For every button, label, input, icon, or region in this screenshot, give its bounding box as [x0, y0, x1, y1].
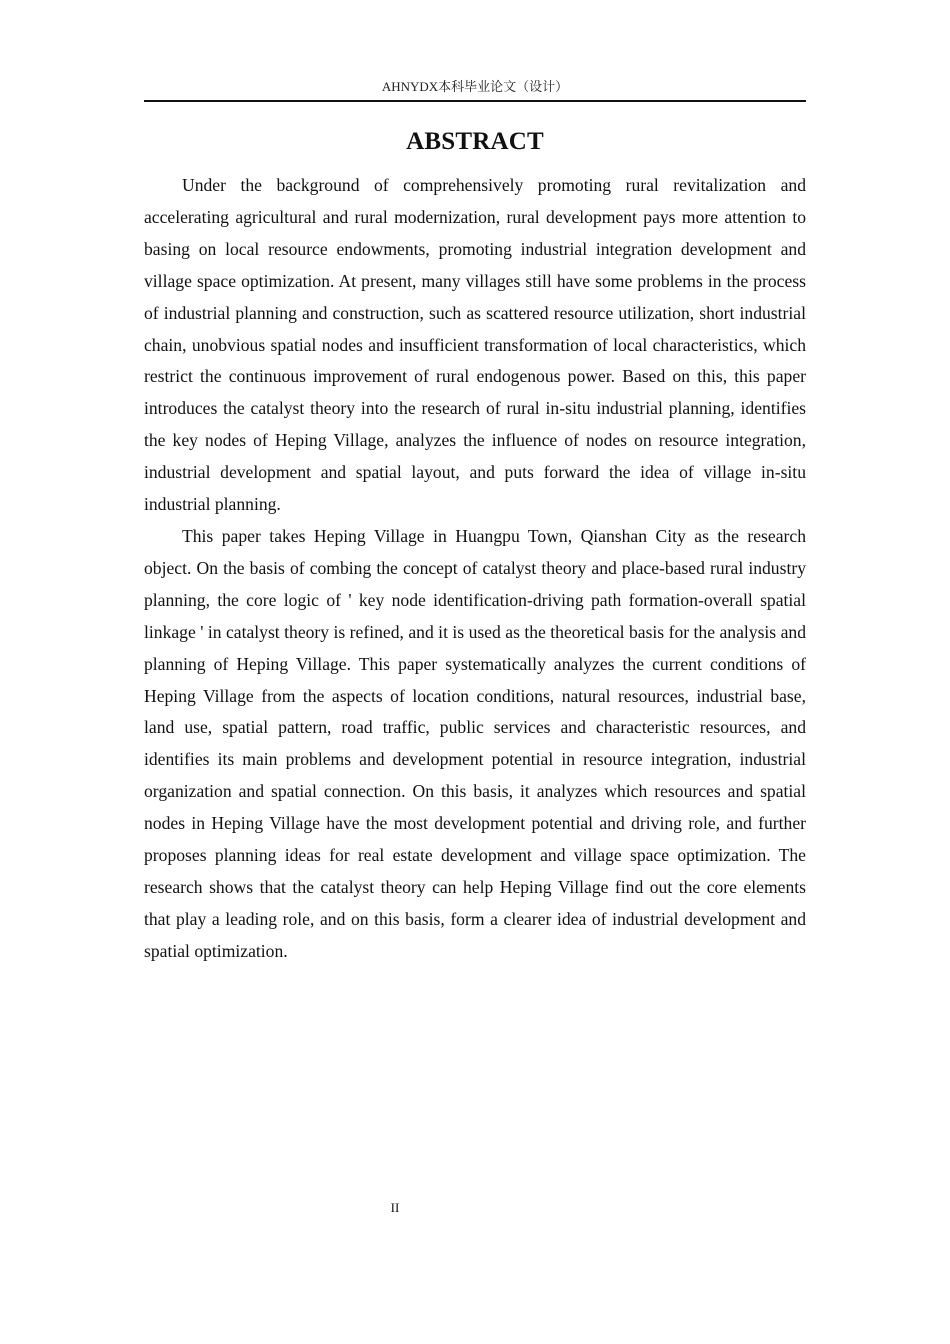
abstract-paragraph-2: This paper takes Heping Village in Huangpu Town, Qianshan City as the research object. On the basis of combing the concept of catalyst theory and place-based rural industry planning, the core logic of ' key node identification-driving path formation-overall spatial linkage ' in catalyst theory is refined, and it is used as the theoretical basis for the analysis and planning of Heping Village. This paper systematically analyzes the current conditions of Heping Village from the aspects of location conditions, natural resources, industrial base, land use, spatial pattern, road traffic, public services and characteristic resources, and identifies its main problems and development potential in resource integration, industrial organization and spatial connection. On this basis, it analyzes which resources and spatial nodes in Heping Village have the most development potential and driving role, and further proposes planning ideas for real estate development and village space optimization. The research shows that the catalyst theory can help Heping Village find out the core elements that play a leading role, and on this basis, form a clearer idea of industrial development and spatial optimization.: [144, 525, 806, 961]
header-rule: [144, 100, 806, 102]
abstract-body: [144, 170, 806, 968]
abstract-paragraph-1: Under the background of comprehensively promoting rural revitalization and accelerating agricultural and rural modernization, rural development pays more attention to basing on local resource endowments, promoting industrial integration development and village space optimization. At present, many villages still have some problems in the process of industrial planning and construction, such as scattered resource utilization, short industrial chain, unobvious spatial nodes and insufficient transformation of local characteristics, which restrict the continuous improvement of rural endogenous power. Based on this, this paper introduces the catalyst theory into the research of rural in-situ industrial planning, identifies the key nodes of Heping Village, analyzes the influence of nodes on resource integration, industrial development and spatial layout, and puts forward the idea of village in-situ industrial planning.: [144, 175, 806, 515]
running-header: AHNYDX本科毕业论文（设计）: [381, 79, 569, 94]
abstract-title: ABSTRACT: [406, 128, 544, 155]
page-number: II: [390, 1200, 400, 1215]
